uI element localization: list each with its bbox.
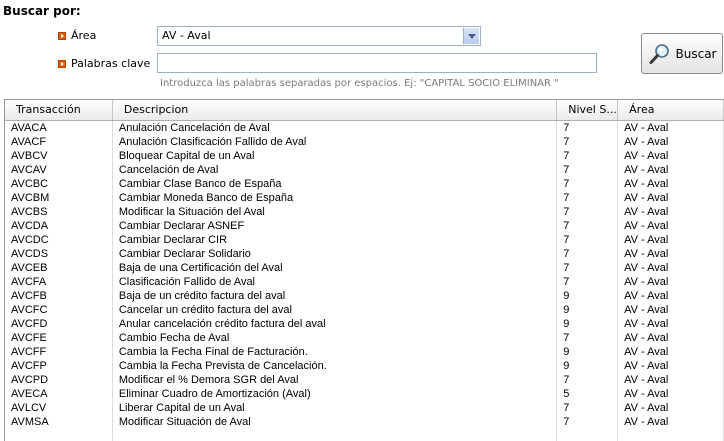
area-label-row bbox=[58, 29, 96, 42]
cell-descripcion: Cambiar Declarar ASNEF bbox=[113, 219, 557, 233]
search-button[interactable] bbox=[641, 33, 723, 74]
cell-transaccion: AVCDS bbox=[5, 247, 113, 261]
cell-transaccion: AVCFP bbox=[5, 359, 113, 373]
table-row[interactable] bbox=[5, 149, 724, 163]
cell-area: AV - Aval bbox=[618, 219, 724, 233]
cell-descripcion: Cambia la Fecha Final de Facturación. bbox=[113, 345, 557, 359]
cell-nivel: 7 bbox=[557, 149, 618, 163]
cell-area: AV - Aval bbox=[618, 359, 724, 373]
area-label: Área bbox=[71, 29, 97, 42]
cell-area: AV - Aval bbox=[618, 233, 724, 247]
cell-nivel: 7 bbox=[557, 177, 618, 191]
empty-cell bbox=[557, 429, 618, 441]
cell-descripcion: Cambio Fecha de Aval bbox=[113, 331, 557, 345]
cell-nivel: 7 bbox=[557, 219, 618, 233]
table-row[interactable] bbox=[5, 191, 724, 205]
bullet-arrow-icon bbox=[58, 32, 66, 40]
cell-nivel: 9 bbox=[557, 345, 618, 359]
table-row[interactable] bbox=[5, 303, 724, 317]
cell-descripcion: Cambia la Fecha Prevista de Cancelación. bbox=[113, 359, 557, 373]
cell-descripcion: Bloquear Capital de un Aval bbox=[113, 149, 557, 163]
cell-area: AV - Aval bbox=[618, 163, 724, 177]
table-row[interactable] bbox=[5, 247, 724, 261]
column-header-nivel[interactable]: Nivel S... bbox=[557, 100, 618, 120]
table-row[interactable] bbox=[5, 233, 724, 247]
cell-nivel: 9 bbox=[557, 303, 618, 317]
cell-area: AV - Aval bbox=[618, 121, 724, 135]
cell-descripcion: Cancelar un crédito factura del aval bbox=[113, 303, 557, 317]
table-row[interactable] bbox=[5, 275, 724, 289]
cell-descripcion: Anular cancelación crédito factura del aval bbox=[113, 317, 557, 331]
cell-nivel: 7 bbox=[557, 415, 618, 429]
cell-nivel: 7 bbox=[557, 205, 618, 219]
cell-transaccion: AVMSA bbox=[5, 415, 113, 429]
keywords-input[interactable] bbox=[157, 53, 597, 73]
cell-transaccion: AVCFC bbox=[5, 303, 113, 317]
cell-area: AV - Aval bbox=[618, 317, 724, 331]
empty-cell bbox=[618, 429, 724, 441]
cell-transaccion: AVCFA bbox=[5, 275, 113, 289]
cell-descripcion: Liberar Capital de un Aval bbox=[113, 401, 557, 415]
cell-area: AV - Aval bbox=[618, 373, 724, 387]
cell-descripcion: Cambiar Clase Banco de España bbox=[113, 177, 557, 191]
cell-descripcion: Modificar el % Demora SGR del Aval bbox=[113, 373, 557, 387]
table-row[interactable] bbox=[5, 205, 724, 219]
keywords-label: Palabras clave bbox=[71, 57, 151, 70]
column-header-area[interactable]: Área bbox=[618, 100, 724, 120]
cell-nivel: 7 bbox=[557, 401, 618, 415]
cell-nivel: 7 bbox=[557, 163, 618, 177]
transactions-table[interactable] bbox=[4, 99, 724, 441]
cell-area: AV - Aval bbox=[618, 415, 724, 429]
table-row[interactable] bbox=[5, 317, 724, 331]
cell-area: AV - Aval bbox=[618, 261, 724, 275]
cell-area: AV - Aval bbox=[618, 345, 724, 359]
table-row[interactable] bbox=[5, 121, 724, 135]
cell-transaccion: AVCBS bbox=[5, 205, 113, 219]
empty-cell bbox=[5, 429, 113, 441]
cell-transaccion: AVECA bbox=[5, 387, 113, 401]
cell-area: AV - Aval bbox=[618, 387, 724, 401]
cell-nivel: 7 bbox=[557, 191, 618, 205]
table-row[interactable] bbox=[5, 219, 724, 233]
cell-transaccion: AVCFE bbox=[5, 331, 113, 345]
cell-transaccion: AVBCV bbox=[5, 149, 113, 163]
keywords-hint: Introduzca las palabras separadas por espacios. Ej: "CAPITAL SOCIO ELIMINAR " bbox=[160, 78, 559, 89]
cell-area: AV - Aval bbox=[618, 149, 724, 163]
cell-nivel: 9 bbox=[557, 359, 618, 373]
cell-area: AV - Aval bbox=[618, 275, 724, 289]
table-row[interactable] bbox=[5, 331, 724, 345]
bullet-arrow-icon bbox=[58, 60, 66, 68]
cell-descripcion: Anulación Clasificación Fallido de Aval bbox=[113, 135, 557, 149]
cell-area: AV - Aval bbox=[618, 177, 724, 191]
cell-nivel: 7 bbox=[557, 331, 618, 345]
cell-nivel: 7 bbox=[557, 247, 618, 261]
cell-nivel: 7 bbox=[557, 373, 618, 387]
cell-area: AV - Aval bbox=[618, 331, 724, 345]
column-header-transaccion[interactable]: Transacción bbox=[5, 100, 113, 120]
table-row[interactable] bbox=[5, 163, 724, 177]
cell-descripcion: Cambiar Declarar Solidario bbox=[113, 247, 557, 261]
cell-transaccion: AVCEB bbox=[5, 261, 113, 275]
cell-nivel: 7 bbox=[557, 261, 618, 275]
empty-cell bbox=[113, 429, 557, 441]
empty-row bbox=[5, 429, 724, 441]
cell-descripcion: Modificar la Situación del Aval bbox=[113, 205, 557, 219]
cell-nivel: 5 bbox=[557, 387, 618, 401]
cell-transaccion: AVACF bbox=[5, 135, 113, 149]
cell-transaccion: AVCAV bbox=[5, 163, 113, 177]
cell-area: AV - Aval bbox=[618, 205, 724, 219]
table-row[interactable] bbox=[5, 345, 724, 359]
table-row[interactable] bbox=[5, 387, 724, 401]
cell-area: AV - Aval bbox=[618, 191, 724, 205]
cell-nivel: 7 bbox=[557, 135, 618, 149]
cell-transaccion: AVCDA bbox=[5, 219, 113, 233]
table-row[interactable] bbox=[5, 373, 724, 387]
table-row[interactable] bbox=[5, 261, 724, 275]
cell-nivel: 9 bbox=[557, 289, 618, 303]
cell-descripcion: Eliminar Cuadro de Amortización (Aval) bbox=[113, 387, 557, 401]
cell-descripcion: Cambiar Declarar CIR bbox=[113, 233, 557, 247]
cell-transaccion: AVACA bbox=[5, 121, 113, 135]
cell-area: AV - Aval bbox=[618, 303, 724, 317]
cell-descripcion: Cancelación de Aval bbox=[113, 163, 557, 177]
cell-transaccion: AVCDC bbox=[5, 233, 113, 247]
search-section-title: Buscar por: bbox=[3, 4, 81, 18]
table-row[interactable] bbox=[5, 359, 724, 373]
cell-transaccion: AVCBM bbox=[5, 191, 113, 205]
magnifier-icon bbox=[648, 42, 672, 66]
cell-area: AV - Aval bbox=[618, 289, 724, 303]
cell-nivel: 7 bbox=[557, 233, 618, 247]
cell-transaccion: AVCFD bbox=[5, 317, 113, 331]
cell-area: AV - Aval bbox=[618, 401, 724, 415]
cell-area: AV - Aval bbox=[618, 135, 724, 149]
cell-descripcion: Cambiar Moneda Banco de España bbox=[113, 191, 557, 205]
cell-nivel: 7 bbox=[557, 275, 618, 289]
cell-transaccion: AVCPD bbox=[5, 373, 113, 387]
cell-transaccion: AVLCV bbox=[5, 401, 113, 415]
table-row[interactable] bbox=[5, 415, 724, 429]
cell-area: AV - Aval bbox=[618, 247, 724, 261]
area-select[interactable] bbox=[157, 26, 481, 46]
cell-transaccion: AVCFF bbox=[5, 345, 113, 359]
table-row[interactable] bbox=[5, 177, 724, 191]
table-row[interactable] bbox=[5, 401, 724, 415]
cell-descripcion: Clasificación Fallido de Aval bbox=[113, 275, 557, 289]
cell-nivel: 7 bbox=[557, 121, 618, 135]
cell-transaccion: AVCFB bbox=[5, 289, 113, 303]
table-row[interactable] bbox=[5, 289, 724, 303]
keywords-label-row bbox=[58, 57, 150, 70]
cell-descripcion: Modificar Situación de Aval bbox=[113, 415, 557, 429]
area-select-value: AV - Aval bbox=[162, 29, 211, 42]
cell-descripcion: Anulación Cancelación de Aval bbox=[113, 121, 557, 135]
cell-transaccion: AVCBC bbox=[5, 177, 113, 191]
cell-descripcion: Baja de una Certificación del Aval bbox=[113, 261, 557, 275]
chevron-down-icon[interactable] bbox=[463, 28, 479, 44]
table-header bbox=[5, 100, 724, 121]
cell-nivel: 9 bbox=[557, 317, 618, 331]
column-header-descripcion[interactable]: Descripcion bbox=[113, 100, 557, 120]
cell-descripcion: Baja de un crédito factura del aval bbox=[113, 289, 557, 303]
table-body bbox=[5, 121, 724, 441]
table-row[interactable] bbox=[5, 135, 724, 149]
search-button-label: Buscar bbox=[675, 46, 717, 61]
